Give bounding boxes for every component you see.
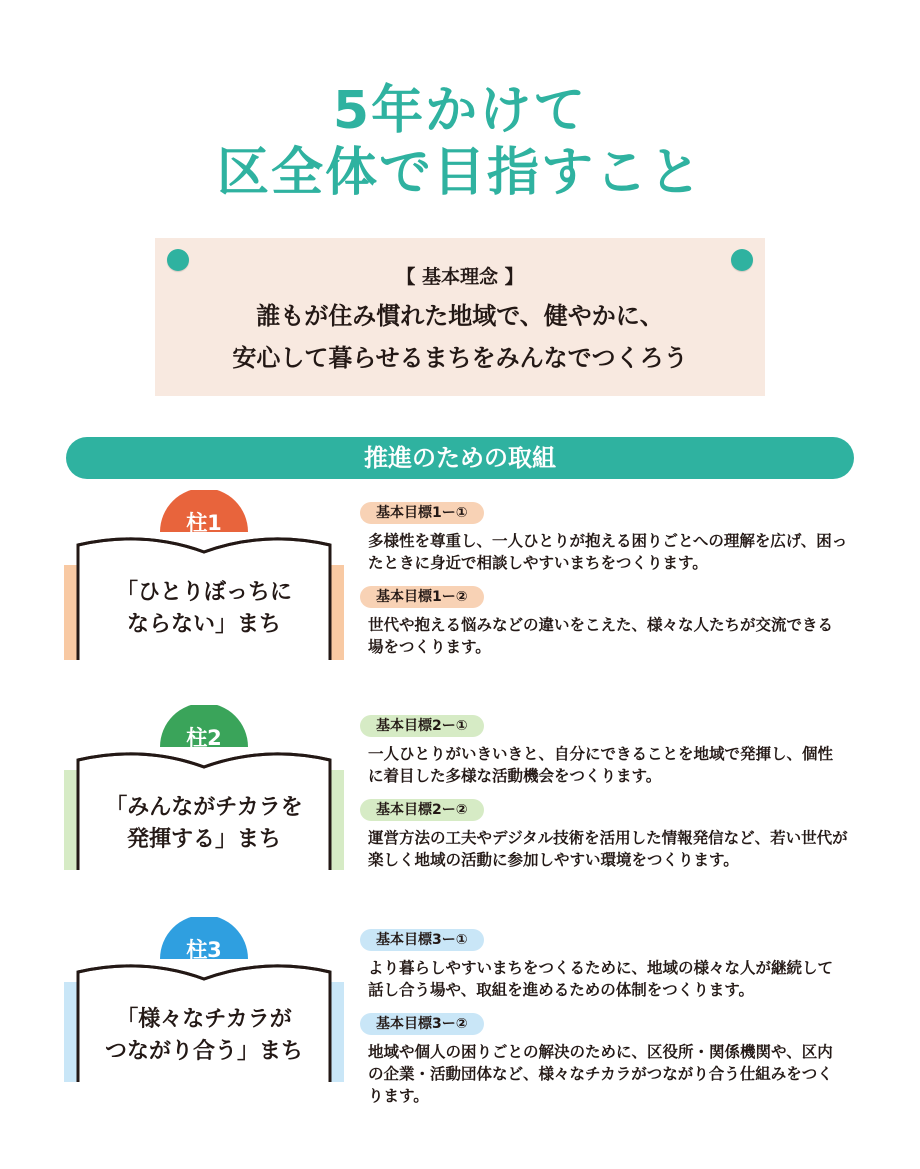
book-icon [64, 490, 344, 665]
goal-text: 地域や個人の困りごとの解決のために、区役所・関係機関や、区内の企業・活動団体など、様々なチカラがつながり合う仕組みをつくります。 [368, 1043, 833, 1105]
goal-text: 一人ひとりがいきいきと、自分にできることを地域で発揮し、個性に着目した多様な活動機会をつくります。 [368, 745, 834, 785]
page-title-line1: 5年かけて [332, 81, 588, 141]
goal-text: より暮らしやすいまちをつくるために、地域の様々な人が継続して話し合う場や、取組を進めるための体制をつくります。 [368, 959, 834, 999]
pillar-number: 柱2 [186, 726, 222, 750]
goal-badge: 基本目標2ー② [360, 799, 484, 821]
goal-badge: 基本目標3ー② [360, 1013, 484, 1035]
pillar-number: 柱3 [186, 938, 222, 962]
section-header: 推進のための取組 [66, 437, 854, 479]
pillar-name-line1: 「ひとりぼっちに [115, 580, 292, 605]
goal-text: 世代や抱える悩みなどの違いをこえた、様々な人たちが交流できる場をつくります。 [368, 616, 834, 656]
pillar-name-line1: 「みんながチカラを [105, 795, 303, 820]
goal-text: 運営方法の工夫やデジタル技術を活用した情報発信など、若い世代が楽しく地域の活動に参加しやすい環境をつくります。 [368, 829, 848, 869]
pillar-name-line1: 「様々なチカラが [116, 1007, 292, 1032]
goal-badge: 基本目標3ー① [360, 929, 484, 951]
page-title-line2: 区全体で目指すこと [216, 143, 703, 203]
pillar-2 [0, 705, 920, 885]
pillar-name-line2: 発揮する」まち [126, 827, 281, 852]
concept-line2: 安心して暮らせるまちをみんなでつくろう [232, 344, 688, 372]
pillar-name-line2: つながり合う」まち [104, 1039, 303, 1064]
concept-label: 【 基本理念 】 [396, 266, 524, 288]
book-icon [64, 705, 344, 880]
concept-line1: 誰もが住み慣れた地域で、健やかに、 [256, 302, 664, 330]
goal-badge: 基本目標2ー① [360, 715, 484, 737]
pillar-number: 柱1 [186, 511, 222, 535]
basic-concept-box [155, 238, 765, 396]
pillar-1 [0, 490, 920, 670]
book-icon [64, 917, 344, 1092]
goal-text: 多様性を尊重し、一人ひとりが抱える困りごとへの理解を広げ、困ったときに身近で相談しやすいまちをつくります。 [368, 532, 848, 572]
pillar-name-line2: ならない」まち [126, 612, 281, 637]
pillar-3 [0, 917, 920, 1105]
goal-badge: 基本目標1ー② [360, 586, 484, 608]
goal-badge: 基本目標1ー① [360, 502, 484, 524]
